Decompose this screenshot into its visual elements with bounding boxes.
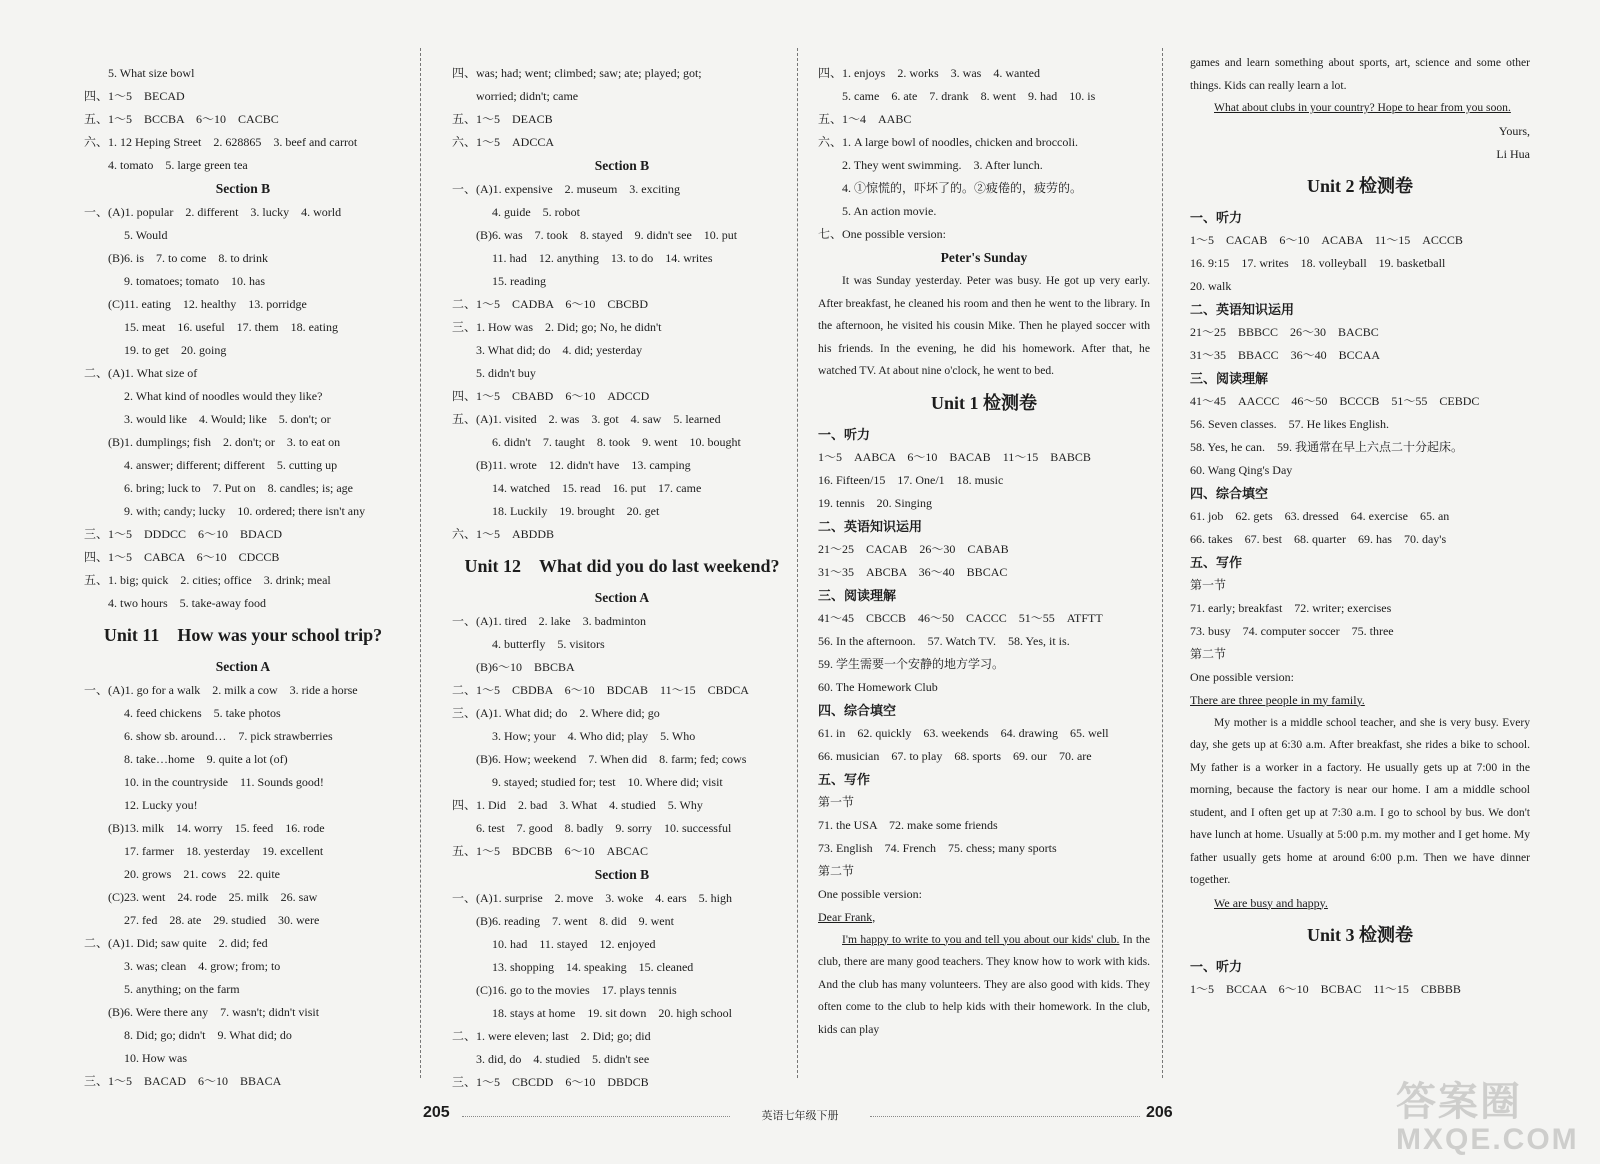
answer-line: 二、(A)1. What size of (84, 366, 198, 380)
answer-line: (B)6. was 7. took 8. stayed 9. didn't see 10. put (476, 228, 738, 242)
answer-line: 18. stays at home 19. sit down 20. high school (492, 1006, 732, 1020)
answer-line: (B)6. Were there any 7. wasn't; didn't visit (108, 1005, 320, 1019)
answer-line: 六、1～5 ABDDB (452, 527, 555, 541)
letter-closing: What about clubs in your country? Hope to hear from you soon. (1214, 101, 1511, 114)
part-heading: 一、听力 (1190, 209, 1243, 225)
answer-line: 21～25 BBBCC 26～30 BACBC (1190, 324, 1379, 339)
answer-line: 四、1～5 CBABD 6～10 ADCCD (452, 389, 650, 403)
family-essay: My mother is a middle school teacher, and she is very busy. Every day, she gets up at 6:30 a.m. After breakfast, she rides a bike to school. My father is a worker in a factory. He usually gets up at 7:00 in the morning, because the factory is near our home. I am a middle school student, and I often get up at 7:30 a.m. I go to school by bus. We don't have lunch at home. Usually at 5:00 p.m. my mother and I get home. My father usually gets home at around 6:00 p.m. Then we have dinner together. (1190, 715, 1530, 886)
answer-line: 3. What did; do 4. did; yesterday (476, 343, 643, 357)
answer-line: 6. test 7. good 8. badly 9. sorry 10. successful (476, 821, 732, 835)
answer-line: 4. feed chickens 5. take photos (124, 706, 281, 720)
answer-line: 60. Wang Qing's Day (1190, 462, 1293, 477)
answer-line: 9. with; candy; lucky 10. ordered; there isn't any (124, 504, 366, 518)
answer-line: 10. had 11. stayed 12. enjoyed (492, 937, 656, 951)
letter-opening: I'm happy to write to you and tell you about our kids' club. (842, 932, 1120, 946)
answer-line: 10. in the countryside 11. Sounds good! (124, 775, 324, 789)
answer-line: 17. farmer 18. yesterday 19. excellent (124, 844, 324, 858)
answer-line: 六、1. 12 Heping Street 2. 628865 3. beef and carrot (84, 135, 358, 149)
answer-line: 1～5 CACAB 6～10 ACABA 11～15 ACCCB (1190, 232, 1463, 247)
col4-unit2-list (1190, 166, 1530, 712)
answer-line: 31～35 BBACC 36～40 BCCAA (1190, 347, 1381, 362)
col3-unit1-list (818, 383, 1150, 929)
answer-line: 3. was; clean 4. grow; from; to (124, 959, 281, 973)
answer-line: 16. 9:15 17. writes 18. volleyball 19. basketball (1190, 255, 1446, 270)
watermark-text-url: MXQE.COM (1396, 1123, 1579, 1156)
answer-line: 第二节 (1190, 646, 1227, 661)
answer-line: 56. In the afternoon. 57. Watch TV. 58. Yes, it is. (818, 633, 1070, 648)
answer-line: 4. guide 5. robot (492, 205, 580, 219)
answer-line: 二、1. were eleven; last 2. Did; go; did (452, 1029, 651, 1043)
part-heading: 五、写作 (1190, 554, 1243, 570)
answer-line: 16. Fifteen/15 17. One/1 18. music (818, 472, 1004, 487)
answer-line: 第二节 (818, 863, 855, 878)
answer-line: 四、1～5 CABCA 6～10 CDCCB (84, 550, 280, 564)
page-number-right: 206 (1146, 1104, 1173, 1121)
part-heading: 一、听力 (1190, 958, 1243, 974)
answer-column-3 (818, 62, 1150, 1041)
answer-line: 3. did, do 4. studied 5. didn't see (476, 1052, 650, 1066)
answer-line: 六、1. A large bowl of noodles, chicken and broccoli. (818, 135, 1079, 149)
answer-line: 14. watched 15. read 16. put 17. came (492, 481, 702, 495)
answer-line: 一、(A)1. popular 2. different 3. lucky 4. world (84, 205, 342, 219)
answer-line: 4. two hours 5. take-away food (108, 596, 266, 610)
letter-sign-yours: Yours, (1498, 123, 1530, 138)
footer-dotted-rule (462, 1116, 730, 1117)
answer-line: 5. anything; on the farm (124, 982, 240, 996)
answer-line: 6. bring; luck to 7. Put on 8. candles; is; age (124, 481, 353, 495)
column-divider (797, 48, 798, 1078)
part-heading: 一、听力 (818, 426, 871, 442)
answer-line: 五、1～5 BDCBB 6～10 ABCAC (452, 844, 649, 858)
answer-line: 4. ①惊慌的，吓坏了的。②疲倦的，疲劳的。 (842, 181, 1083, 195)
answer-line: 4. tomato 5. large green tea (108, 158, 248, 172)
answer-line: 六、1～5 ADCCA (452, 135, 555, 149)
answer-line: 27. fed 28. ate 29. studied 30. were (124, 913, 320, 927)
answer-line: 三、1. How was 2. Did; go; No, he didn't (452, 320, 662, 334)
answer-line: 五、1～4 AABC (818, 112, 912, 126)
answer-line: 三、(A)1. What did; do 2. Where did; go (452, 706, 660, 720)
answer-line: 5. Would (124, 228, 168, 242)
answer-column-2 (452, 62, 792, 1094)
answer-line: 5. came 6. ate 7. drank 8. went 9. had 10. is (842, 89, 1096, 103)
answer-line: 61. job 62. gets 63. dressed 64. exercise 65. an (1190, 508, 1450, 523)
answer-line: 71. early; breakfast 72. writer; exercises (1190, 600, 1392, 615)
answer-line: 15. reading (492, 274, 546, 288)
answer-line: 15. meat 16. useful 17. them 18. eating (124, 320, 338, 334)
answer-line: (C)23. went 24. rode 25. milk 26. saw (108, 890, 318, 904)
watermark-logo (1396, 1070, 1586, 1160)
answer-line: 59. 学生需要一个安静的地方学习。 (818, 656, 1005, 671)
part-heading: 三、阅读理解 (1190, 370, 1269, 386)
answer-line: 11. had 12. anything 13. to do 14. writes (492, 251, 713, 265)
book-title: 英语七年级下册 (761, 1109, 839, 1122)
answer-line: 41～45 AACCC 46～50 BCCCB 51～55 CEBDC (1190, 393, 1480, 408)
answer-line: 21～25 CACAB 26～30 CABAB (818, 541, 1009, 556)
answer-line: worried; didn't; came (476, 89, 579, 103)
answer-line: 四、1. enjoys 2. works 3. was 4. wanted (818, 66, 1040, 80)
answer-line: Dear Frank, (818, 909, 876, 924)
part-heading: 五、写作 (818, 771, 871, 787)
watermark-text-cn: 答案圈 (1396, 1079, 1522, 1125)
answer-line: 四、1～5 BECAD (84, 89, 185, 103)
col3-top-list (818, 62, 1150, 270)
footer-dotted-rule (870, 1116, 1140, 1117)
answer-line: 五、1～5 BCCBA 6～10 CACBC (84, 112, 279, 126)
answer-line: 20. grows 21. cows 22. quite (124, 867, 280, 881)
section-heading: Section B (594, 867, 650, 882)
answer-line: 五、1. big; quick 2. cities; office 3. drink; meal (84, 573, 331, 587)
answer-line: 第一节 (1190, 577, 1227, 592)
answer-line: 1～5 BCCAA 6～10 BCBAC 11～15 CBBBB (1190, 981, 1461, 996)
family-essay-end: We are busy and happy. (1214, 895, 1328, 910)
unit-heading: Unit 12 What did you do last weekend? (464, 556, 780, 576)
answer-line: 12. Lucky you! (124, 798, 198, 812)
answer-line: (B)1. dumplings; fish 2. don't; or 3. to eat on (108, 435, 341, 449)
answer-line: 一、(A)1. expensive 2. museum 3. exciting (452, 182, 680, 196)
unit-heading: Unit 3 检测卷 (1306, 924, 1413, 945)
part-heading: 三、阅读理解 (818, 587, 897, 603)
section-heading: Section A (594, 590, 650, 605)
unit-heading: Unit 2 检测卷 (1306, 175, 1413, 196)
page-footer (0, 1104, 1600, 1128)
answer-line: 四、1. Did 2. bad 3. What 4. studied 5. Why (452, 798, 703, 812)
answer-line: 一、(A)1. surprise 2. move 3. woke 4. ears 5. high (452, 891, 732, 905)
answer-line: 二、1～5 CADBA 6～10 CBCBD (452, 297, 649, 311)
answer-line: 2. They went swimming. 3. After lunch. (842, 158, 1043, 172)
answer-line: 66. takes 67. best 68. quarter 69. has 70. day's (1190, 531, 1447, 546)
part-heading: 四、综合填空 (1190, 485, 1269, 501)
answer-line: 七、One possible version: (818, 227, 946, 241)
answer-line: 10. How was (124, 1051, 187, 1065)
answer-line: 20. walk (1190, 278, 1232, 293)
answer-line: (B)6. is 7. to come 8. to drink (108, 251, 268, 265)
answer-line: One possible version: (1190, 669, 1294, 684)
answer-line: (C)11. eating 12. healthy 13. porridge (108, 297, 307, 311)
section-heading: Section A (215, 659, 271, 674)
section-heading: Section B (215, 181, 271, 196)
section-heading: Section B (594, 158, 650, 173)
answer-line: 8. take…home 9. quite a lot (of) (124, 752, 288, 766)
answer-line: 四、was; had; went; climbed; saw; ate; played; got; (452, 66, 702, 80)
answer-line: 18. Luckily 19. brought 20. get (492, 504, 660, 518)
answer-line: (B)13. milk 14. worry 15. feed 16. rode (108, 821, 325, 835)
answer-line: 66. musician 67. to play 68. sports 69. our 70. are (818, 748, 1092, 763)
page-number-left: 205 (423, 1104, 450, 1121)
answer-line: 第一节 (818, 794, 855, 809)
section-heading: Peter's Sunday (940, 250, 1028, 265)
answer-line: 13. shopping 14. speaking 15. cleaned (492, 960, 694, 974)
answer-line: 19. tennis 20. Singing (818, 495, 933, 510)
answer-line: 一、(A)1. tired 2. lake 3. badminton (452, 614, 646, 628)
answer-line: 二、1～5 CBDBA 6～10 BDCAB 11～15 CBDCA (452, 683, 749, 697)
answer-line: 三、1～5 CBCDD 6～10 DBDCB (452, 1075, 649, 1089)
answer-line: 5. didn't buy (476, 366, 536, 380)
answer-line: 6. show sb. around… 7. pick strawberries (124, 729, 333, 743)
answer-line: 56. Seven classes. 57. He likes English. (1190, 416, 1389, 431)
letter-body-rest: In the club, there are many good teachers. They know how to work with kids. And the club has many volunteers. They are also good with kids. They often come to the club to help kids with their homework. In the club, kids can play (818, 932, 1151, 1036)
answer-line: (B)6. How; weekend 7. When did 8. farm; fed; cows (476, 752, 747, 766)
answer-column-4 (1190, 52, 1530, 1001)
part-heading: 二、英语知识运用 (818, 518, 923, 534)
answer-line: 9. tomatoes; tomato 10. has (124, 274, 265, 288)
column-divider (1162, 48, 1163, 1078)
answer-line: 三、1～5 BACAD 6～10 BBACA (84, 1074, 282, 1088)
unit-heading: Unit 1 检测卷 (930, 392, 1037, 413)
answer-line: 五、(A)1. visited 2. was 3. got 4. saw 5. learned (452, 412, 721, 426)
answer-line: 71. the USA 72. make some friends (818, 817, 998, 832)
answer-line: 41～45 CBCCB 46～50 CACCC 51～55 ATFTT (818, 610, 1103, 625)
answer-line: 三、1～5 DDDCC 6～10 BDACD (84, 527, 283, 541)
answer-line: (B)6～10 BBCBA (476, 660, 575, 674)
letter-body (818, 929, 1150, 1042)
letter-sign-name: Li Hua (1496, 146, 1530, 161)
answer-line: (B)6. reading 7. went 8. did 9. went (476, 914, 674, 928)
part-heading: 四、综合填空 (818, 702, 897, 718)
answer-line: (C)16. go to the movies 17. plays tennis (476, 983, 677, 997)
answer-line: 19. to get 20. going (124, 343, 227, 357)
answer-line: One possible version: (818, 886, 922, 901)
answer-line: 五、1～5 DEACB (452, 112, 553, 126)
col4-unit3-list (1190, 915, 1530, 1001)
answer-line: 4. butterfly 5. visitors (492, 637, 605, 651)
column-divider (420, 48, 421, 1078)
peters-sunday-passage: It was Sunday yesterday. Peter was busy. He got up very early. After breakfast, he cleaned his room and then he went to the library. In the afternoon, he visited his cousin Mike. Then he played soccer with his friends. In the evening, he did his homework. After that, he watched TV. At about nine o'clock, he went to bed. (818, 274, 1150, 377)
answer-line: 一、(A)1. go for a walk 2. milk a cow 3. ride a horse (84, 683, 358, 697)
answer-line: 3. would like 4. Would; like 5. don't; or (124, 412, 331, 426)
answer-line: 4. answer; different; different 5. cutting up (124, 458, 338, 472)
answer-line: 73. busy 74. computer soccer 75. three (1190, 623, 1394, 638)
answer-line: 31～35 ABCBA 36～40 BBCAC (818, 564, 1008, 579)
answer-column-1 (84, 62, 402, 1093)
answer-line: 8. Did; go; didn't 9. What did; do (124, 1028, 292, 1042)
answer-line: 二、(A)1. Did; saw quite 2. did; fed (84, 936, 268, 950)
answer-line: There are three people in my family. (1190, 692, 1365, 707)
answer-line: 2. What kind of noodles would they like? (124, 389, 323, 403)
answer-line: 60. The Homework Club (818, 679, 938, 694)
part-heading: 二、英语知识运用 (1190, 301, 1295, 317)
unit-heading: Unit 11 How was your school trip? (103, 625, 383, 645)
answer-line: 73. English 74. French 75. chess; many sports (818, 840, 1057, 855)
answer-line: 9. stayed; studied for; test 10. Where did; visit (492, 775, 723, 789)
letter-continued: games and learn something about sports, art, science and some other things. Kids can really learn a lot. (1190, 56, 1530, 92)
answer-line: 61. in 62. quickly 63. weekends 64. drawing 65. well (818, 725, 1109, 740)
answer-line: 58. Yes, he can. 59. 我通常在早上六点二十分起床。 (1190, 439, 1463, 454)
answer-line: (B)11. wrote 12. didn't have 13. camping (476, 458, 691, 472)
answer-line: 5. An action movie. (842, 204, 937, 218)
answer-line: 1～5 AABCA 6～10 BACAB 11～15 BABCB (818, 449, 1091, 464)
answer-line: 6. didn't 7. taught 8. took 9. went 10. bought (492, 435, 741, 449)
answer-line: 5. What size bowl (108, 66, 195, 80)
answer-line: 3. How; your 4. Who did; play 5. Who (492, 729, 696, 743)
